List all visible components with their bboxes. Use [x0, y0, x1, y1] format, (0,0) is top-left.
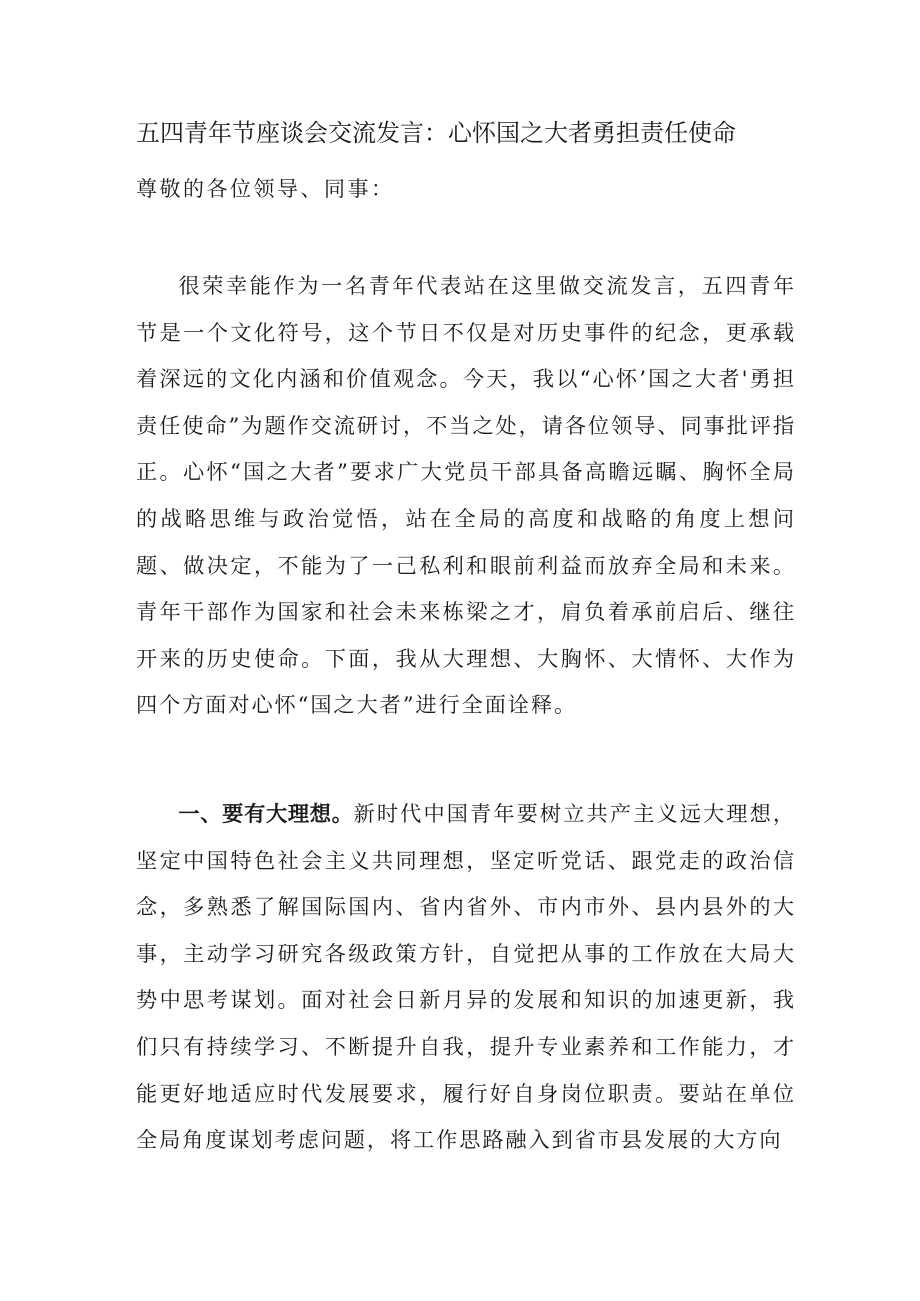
- intro-paragraph: 很荣幸能作为一名青年代表站在这里做交流发言，五四青年节是一个文化符号，这个节日不仅是对历史事件的纪念，更承载着深远的文化内涵和价值观念。今天，我以“心怀’国之大者'勇担责任使命”为题作交流研讨，不当之处，请各位领导、同事批评指正。心怀“国之大者”要求广大党员干部具备高瞻远瞩、胸怀全局的战略思维与政治觉悟，站在全局的高度和战略的角度上想问题、做决定，不能为了一己私利和眼前利益而放弃全局和未来。青年干部作为国家和社会未来栋梁之才，肩负着承前启后、继往开来的历史使命。下面，我从大理想、大胸怀、大情怀、大作为四个方面对心怀“国之大者”进行全面诠释。: [136, 273, 796, 718]
- section-1-heading: 一、要有大理想。: [178, 801, 354, 826]
- salutation: 尊敬的各位领导、同事：: [136, 177, 395, 201]
- section-1-paragraph: [136, 791, 796, 1164]
- document-title: 五四青年节座谈会交流发言：心怀国之大者勇担责任使命: [136, 119, 736, 147]
- section-1-body: 新时代中国青年要树立共产主义远大理想，坚定中国特色社会主义共同理想，坚定听党话、跟党走的政治信念，多熟悉了解国际国内、省内省外、市内市外、县内县外的大事，主动学习研究各级政策方针，自觉把从事的工作放在大局大势中思考谋划。面对社会日新月异的发展和知识的加速更新，我们只有持续学习、不断提升自我，提升专业素养和工作能力，才能更好地适应时代发展要求，履行好自身岗位职责。要站在单位全局角度谋划考虑问题，将工作思路融入到省市县发展的大方向: [136, 801, 796, 1153]
